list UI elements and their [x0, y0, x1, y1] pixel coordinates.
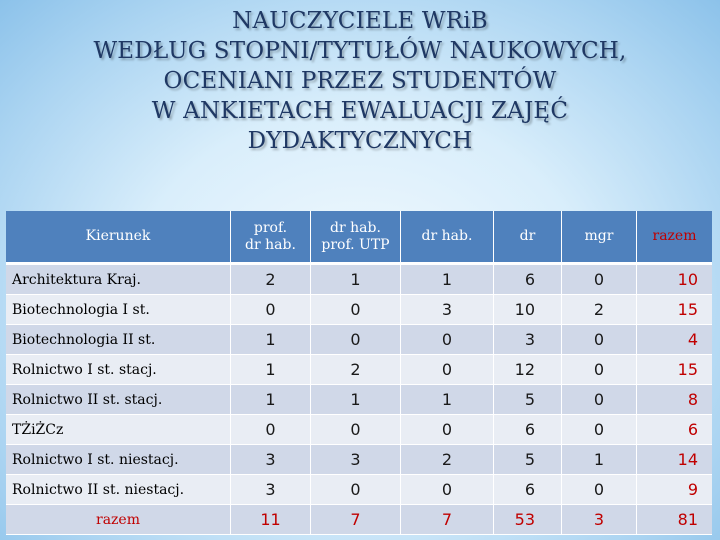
table-row — [6, 385, 712, 415]
cell-kierunek: Rolnictwo I st. niestacj. — [6, 445, 230, 475]
cell-razem: 8 — [636, 385, 712, 415]
total-drhab: 7 — [400, 505, 493, 535]
header-line: dr hab. — [330, 219, 381, 236]
cell-prof: 2 — [230, 265, 310, 295]
total-dr: 53 — [493, 505, 561, 535]
cell-kierunek: Biotechnologia I st. — [6, 295, 230, 325]
cell-kierunek: TŻiŻCz — [6, 415, 230, 445]
cell-drhab: 0 — [400, 475, 493, 505]
cell-mgr: 2 — [561, 295, 636, 325]
cell-kierunek: Rolnictwo I st. stacj. — [6, 355, 230, 385]
cell-kierunek: Architektura Kraj. — [6, 265, 230, 295]
cell-drhab: 0 — [400, 415, 493, 445]
cell-drhab: 1 — [400, 265, 493, 295]
table-header-row — [6, 211, 712, 265]
header-line: dr hab. — [245, 236, 296, 253]
title-line: NAUCZYCIELE WRiB — [232, 8, 488, 34]
cell-drhab: 1 — [400, 385, 493, 415]
cell-dr: 6 — [493, 265, 561, 295]
table-row — [6, 445, 712, 475]
cell-razem: 10 — [636, 265, 712, 295]
cell-drhabprof: 0 — [310, 415, 400, 445]
cell-mgr: 0 — [561, 265, 636, 295]
cell-mgr: 0 — [561, 475, 636, 505]
cell-mgr: 1 — [561, 445, 636, 475]
header-prof-dr-hab — [230, 211, 310, 265]
cell-drhab: 3 — [400, 295, 493, 325]
cell-prof: 1 — [230, 385, 310, 415]
cell-drhabprof: 0 — [310, 295, 400, 325]
total-prof: 11 — [230, 505, 310, 535]
header-razem: razem — [636, 211, 712, 265]
cell-prof: 0 — [230, 415, 310, 445]
header-dr-hab: dr hab. — [400, 211, 493, 265]
cell-drhab: 2 — [400, 445, 493, 475]
cell-drhabprof: 1 — [310, 385, 400, 415]
slide-title — [0, 6, 720, 156]
cell-prof: 0 — [230, 295, 310, 325]
header-kierunek: Kierunek — [6, 211, 230, 265]
cell-razem: 14 — [636, 445, 712, 475]
cell-dr: 3 — [493, 325, 561, 355]
cell-dr: 10 — [493, 295, 561, 325]
total-razem: 81 — [636, 505, 712, 535]
cell-prof: 1 — [230, 355, 310, 385]
cell-drhab: 0 — [400, 325, 493, 355]
cell-drhabprof: 3 — [310, 445, 400, 475]
title-line: DYDAKTYCZNYCH — [247, 128, 473, 154]
cell-kierunek: Rolnictwo II st. niestacj. — [6, 475, 230, 505]
cell-razem: 9 — [636, 475, 712, 505]
cell-dr: 6 — [493, 475, 561, 505]
cell-mgr: 0 — [561, 385, 636, 415]
cell-drhabprof: 0 — [310, 475, 400, 505]
table-row — [6, 355, 712, 385]
cell-dr: 5 — [493, 445, 561, 475]
cell-drhabprof: 0 — [310, 325, 400, 355]
total-label: razem — [6, 505, 230, 535]
total-row — [6, 505, 712, 535]
cell-kierunek: Biotechnologia II st. — [6, 325, 230, 355]
cell-drhabprof: 2 — [310, 355, 400, 385]
cell-dr: 12 — [493, 355, 561, 385]
table-row — [6, 295, 712, 325]
cell-mgr: 0 — [561, 415, 636, 445]
cell-prof: 1 — [230, 325, 310, 355]
total-mgr: 3 — [561, 505, 636, 535]
cell-prof: 3 — [230, 475, 310, 505]
header-line: prof. — [253, 219, 288, 236]
table-row — [6, 475, 712, 505]
header-dr-hab-prof-utp — [310, 211, 400, 265]
cell-razem: 15 — [636, 295, 712, 325]
header-dr: dr — [493, 211, 561, 265]
title-line: W ANKIETACH EWALUACJI ZAJĘĆ — [151, 98, 569, 124]
header-line: prof. UTP — [321, 236, 390, 253]
total-drhabprof: 7 — [310, 505, 400, 535]
cell-razem: 15 — [636, 355, 712, 385]
cell-dr: 6 — [493, 415, 561, 445]
title-line: OCENIANI PRZEZ STUDENTÓW — [163, 68, 557, 94]
teachers-table — [6, 211, 712, 535]
cell-dr: 5 — [493, 385, 561, 415]
cell-drhabprof: 1 — [310, 265, 400, 295]
table-row — [6, 325, 712, 355]
title-line: WEDŁUG STOPNI/TYTUŁÓW NAUKOWYCH, — [93, 38, 627, 64]
cell-drhab: 0 — [400, 355, 493, 385]
cell-razem: 6 — [636, 415, 712, 445]
table-row — [6, 265, 712, 295]
cell-razem: 4 — [636, 325, 712, 355]
cell-prof: 3 — [230, 445, 310, 475]
header-mgr: mgr — [561, 211, 636, 265]
cell-kierunek: Rolnictwo II st. stacj. — [6, 385, 230, 415]
table-row — [6, 415, 712, 445]
cell-mgr: 0 — [561, 355, 636, 385]
cell-mgr: 0 — [561, 325, 636, 355]
